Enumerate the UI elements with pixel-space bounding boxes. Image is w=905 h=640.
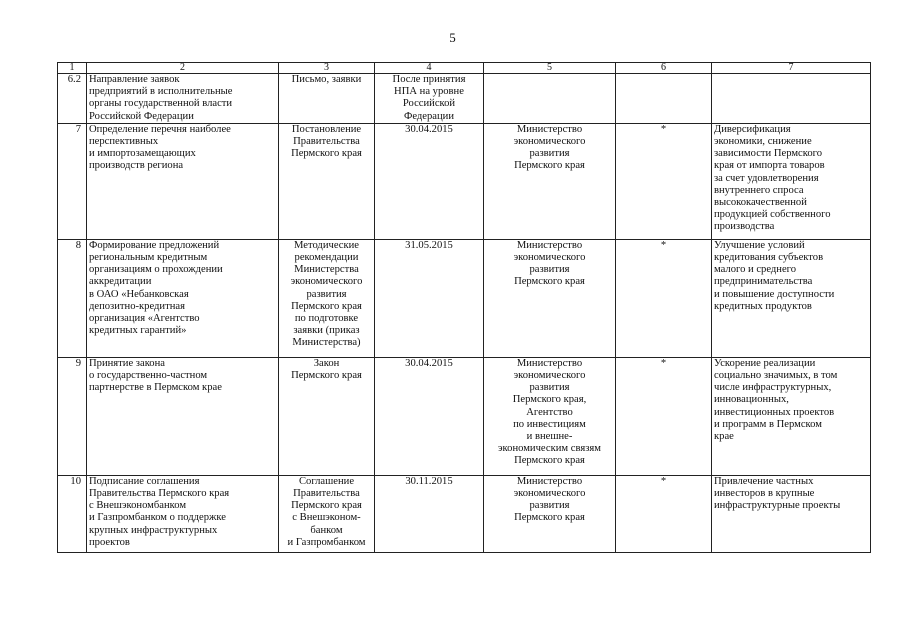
deadline-cell: После принятия НПА на уровне Российской Федерации xyxy=(375,74,484,124)
measures-table xyxy=(57,62,871,553)
responsible-cell: Министерство экономического развития Пермского края xyxy=(484,239,616,357)
result-cell xyxy=(712,74,871,124)
task-cell: Определение перечня наиболее перспективных и импортозамещающих производств региона xyxy=(87,123,279,239)
document-form-cell: Постановление Правительства Пермского края xyxy=(279,123,375,239)
header-cell: 7 xyxy=(712,63,871,74)
deadline-cell: 30.04.2015 xyxy=(375,123,484,239)
marker-cell: * xyxy=(616,123,712,239)
responsible-cell xyxy=(484,74,616,124)
marker-cell: * xyxy=(616,475,712,552)
header-cell: 2 xyxy=(87,63,279,74)
responsible-cell: Министерство экономического развития Пермского края xyxy=(484,475,616,552)
result-cell: Привлечение частных инвесторов в крупные инфраструктурные проекты xyxy=(712,475,871,552)
marker-cell: * xyxy=(616,239,712,357)
row-number: 10 xyxy=(58,475,87,552)
marker-cell xyxy=(616,74,712,124)
deadline-cell: 31.05.2015 xyxy=(375,239,484,357)
task-cell: Принятие закона о государственно-частном партнерстве в Пермском крае xyxy=(87,357,279,475)
table-row xyxy=(58,74,871,124)
header-cell: 1 xyxy=(58,63,87,74)
table-row xyxy=(58,239,871,357)
header-cell: 4 xyxy=(375,63,484,74)
page-number: 5 xyxy=(449,30,456,45)
task-cell: Подписание соглашения Правительства Пермского края с Внешэкономбанком и Газпромбанком о поддержке крупных инфраструктурных проектов xyxy=(87,475,279,552)
task-cell: Формирование предложений региональным кредитным организациям о прохождении аккредитации в ОАО «Небанковская депозитно-кредитная организация «Агентство кредитных гарантий» xyxy=(87,239,279,357)
header-cell: 5 xyxy=(484,63,616,74)
task-cell: Направление заявок предприятий в исполнительные органы государственной власти Российской Федерации xyxy=(87,74,279,124)
result-cell: Ускорение реализации социально значимых, в том числе инфраструктурных, инновационных, инвестиционных проектов и программ в Пермском крае xyxy=(712,357,871,475)
table-header-row xyxy=(58,63,871,74)
marker-cell: * xyxy=(616,357,712,475)
result-cell: Диверсификация экономики, снижение зависимости Пермского края от импорта товаров за счет удовлетворения внутреннего спроса высококачественной продукцией собственного производства xyxy=(712,123,871,239)
table-row xyxy=(58,123,871,239)
table-row xyxy=(58,475,871,552)
document-form-cell: Письмо, заявки xyxy=(279,74,375,124)
header-cell: 6 xyxy=(616,63,712,74)
row-number: 7 xyxy=(58,123,87,239)
document-form-cell: Закон Пермского края xyxy=(279,357,375,475)
row-number: 9 xyxy=(58,357,87,475)
responsible-cell: Министерство экономического развития Пермского края xyxy=(484,123,616,239)
row-number: 6.2 xyxy=(58,74,87,124)
table-row xyxy=(58,357,871,475)
document-form-cell: Соглашение Правительства Пермского края с Внешэконом- банком и Газпромбанком xyxy=(279,475,375,552)
deadline-cell: 30.11.2015 xyxy=(375,475,484,552)
responsible-cell: Министерство экономического развития Пермского края, Агентство по инвестициям и внешне- экономическим связям Пермского края xyxy=(484,357,616,475)
deadline-cell: 30.04.2015 xyxy=(375,357,484,475)
document-form-cell: Методические рекомендации Министерства экономического развития Пермского края по подготовке заявки (приказ Министерства) xyxy=(279,239,375,357)
header-cell: 3 xyxy=(279,63,375,74)
row-number: 8 xyxy=(58,239,87,357)
result-cell: Улучшение условий кредитования субъектов малого и среднего предпринимательства и повышение доступности кредитных продуктов xyxy=(712,239,871,357)
